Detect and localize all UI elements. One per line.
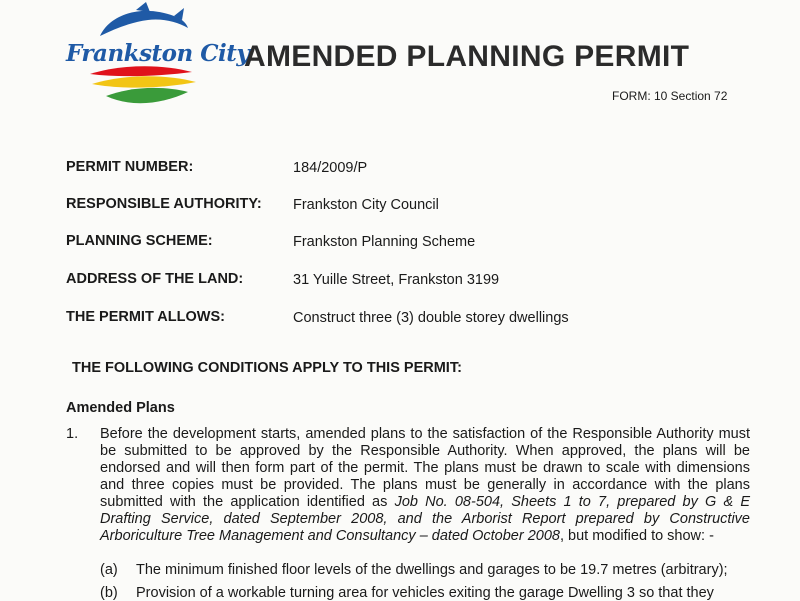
subitem-text: Provision of a workable turning area for vehicles exiting the garage Dwelling 3 so that they: [136, 585, 714, 601]
condition-number: 1.: [66, 426, 79, 442]
condition-text-italic: Job No. 08-504, Sheets 1 to 7, prepared by G & E Drafting Service, dated September 2008, and the Arborist Report prepared by Constructive Arboriculture Tree Management and Consultancy – dated October 2008: [100, 494, 750, 544]
frankston-city-logo: [62, 0, 250, 112]
form-reference: FORM: 10 Section 72: [612, 89, 728, 103]
planning-scheme-value: Frankston Planning Scheme: [293, 234, 476, 250]
permit-number-label: PERMIT NUMBER:: [66, 159, 194, 175]
address-label: ADDRESS OF THE LAND:: [66, 271, 244, 287]
page-title: AMENDED PLANNING PERMIT: [244, 40, 690, 73]
condition-text-part-a: Before the development starts, amended plans to the satisfaction of the Responsible Authority must be submitted to be approved by the Responsible Authority. When approved, the plans will be endorsed and will then form part of the permit. The plans must be drawn to scale with dimensions and three copies must be provided. The plans must be generally in accordance with the plans submitted with the application identified as: [100, 426, 750, 510]
conditions-heading: THE FOLLOWING CONDITIONS APPLY TO THIS PERMIT:: [72, 360, 462, 376]
responsible-authority-value: Frankston City Council: [293, 197, 439, 213]
permit-number-value: 184/2009/P: [293, 160, 368, 176]
permit-allows-label: THE PERMIT ALLOWS:: [66, 309, 225, 325]
subitem-text: The minimum finished floor levels of the dwellings and garages to be 19.7 metres (arbitrary);: [136, 562, 728, 578]
section-heading: Amended Plans: [66, 400, 175, 416]
responsible-authority-label: RESPONSIBLE AUTHORITY:: [66, 196, 262, 212]
subitem-number: (b): [100, 585, 118, 601]
subitem-number: (a): [100, 562, 118, 578]
address-value: 31 Yuille Street, Frankston 3199: [293, 272, 500, 288]
condition-text: [100, 426, 750, 545]
logo-text: Frankston City: [66, 40, 250, 67]
permit-allows-value: Construct three (3) double storey dwellings: [293, 310, 569, 326]
condition-text-part-b: , but modified to show: -: [559, 528, 714, 544]
planning-scheme-label: PLANNING SCHEME:: [66, 233, 213, 249]
